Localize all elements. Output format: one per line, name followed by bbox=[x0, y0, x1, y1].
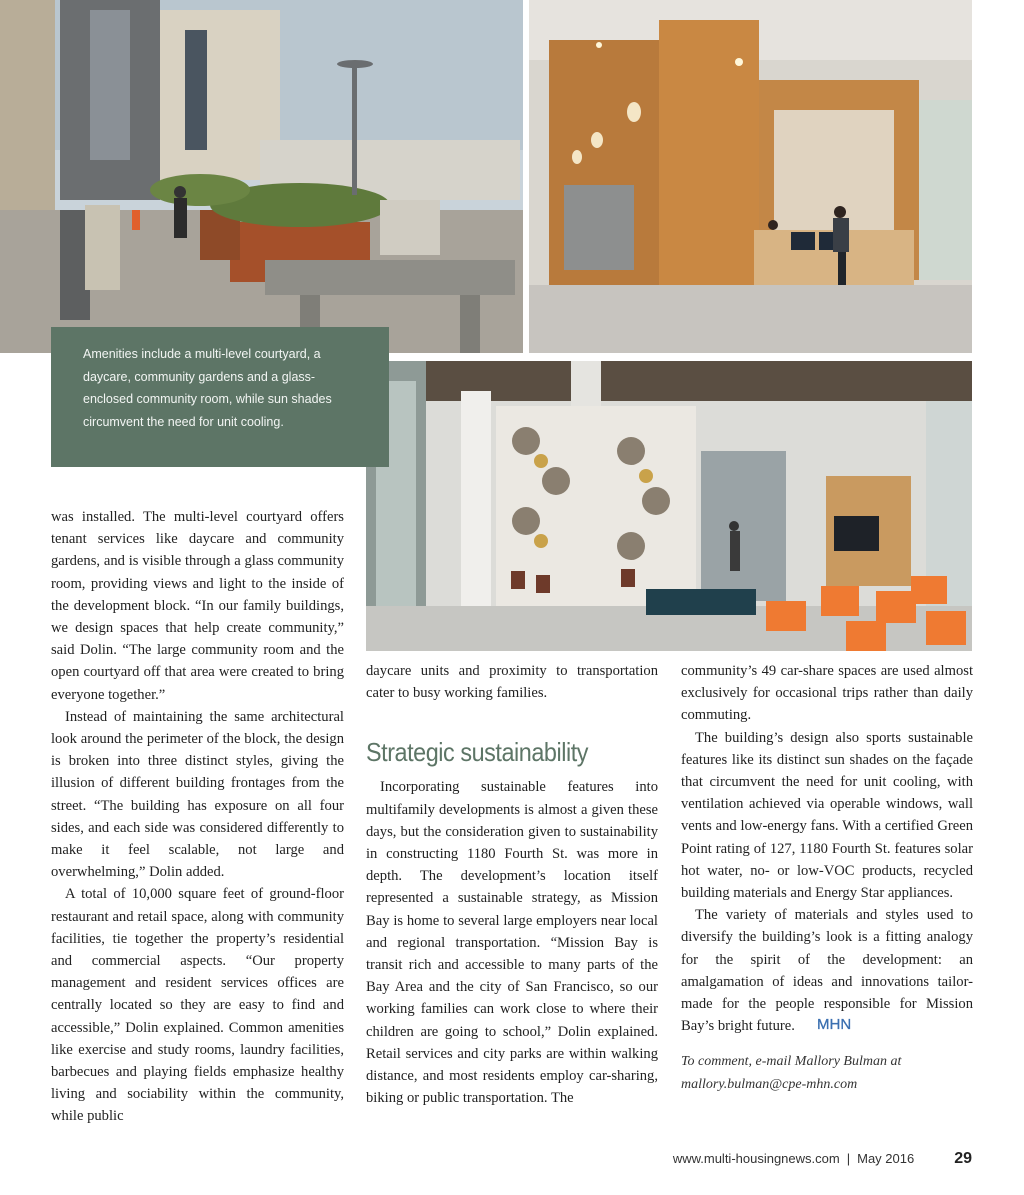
article-column-2 bbox=[366, 660, 658, 1109]
section-heading: Strategic sustainability bbox=[366, 737, 589, 768]
body-paragraph: Incorporating sustainable features into multifamily developments is almost a given these days, but the consideration given to sustainability in constructing 1180 Fourth St. was more in depth. The development’s location itself represented a sustainable strategy, as Mission Bay is home to several large employers near local and regional transportation. “Mission Bay is transit rich and accessible to many parts of the Bay Area and the city of San Francisco, so our working families can work close to where their children are going to school,” Dolin explained. Retail services and city parks are within walking distance, and most residents employ car-sharing, biking or public transportation. The bbox=[366, 779, 658, 1107]
comment-email-link[interactable]: To comment, e-mail Mallory Bulman at mallory.bulman@cpe-mhn.com bbox=[681, 1054, 902, 1092]
footer-issue: May 2016 bbox=[857, 1151, 915, 1166]
body-paragraph: was installed. The multi-level courtyard offers tenant services like daycare and community gardens, and is visible through a glass community room, providing views and light to the inside of the development block. “In our family buildings, we design spaces that help create community,” said Dolin. “The large community room and the open courtyard off that area were created to bring everyone together.” bbox=[51, 509, 344, 703]
article-column-3 bbox=[681, 660, 973, 1096]
body-paragraph: Instead of maintaining the same architectural look around the perimeter of the block, the design is broken into three distinct styles, giving the illusion of different building frontages from the street. “The building has exposure on all four sides, and each side was considered differently to make it feel scalable, not large and overwhelming,” Dolin added. bbox=[51, 708, 344, 881]
caption-text: Amenities include a multi-level courtyard, a daycare, community gardens and a glass-enclosed community room, while sun shades circumvent the need for unit cooling. bbox=[83, 347, 332, 429]
body-paragraph bbox=[681, 904, 973, 1037]
courtyard-photo bbox=[0, 0, 523, 353]
footer-separator: | bbox=[846, 1151, 851, 1166]
body-paragraph: A total of 10,000 square feet of ground-floor restaurant and retail space, along with community facilities, tie together the property’s residential and commercial aspects. “Our property management and resident services offices are centrally located so they are easy to find and accessible,” Dolin explained. Common amenities like exercise and study rooms, laundry facilities, barbecues and playing fields emphasize healthy living and sociability within the community, while public bbox=[51, 886, 344, 1125]
article-column-1 bbox=[51, 506, 344, 1128]
body-paragraph: The building’s design also sports sustainable features like its distinct sun shades on the façade that circumvent the need for unit cooling, with ventilation achieved via operable windows, wall vents and low-energy fans. With a certified Green Point rating of 127, 1180 Fourth St. features solar hot water, no- or low-VOC products, recycled building materials and Energy Star appliances. bbox=[681, 729, 973, 902]
footer-url[interactable]: www.multi-housingnews.com bbox=[672, 1151, 840, 1166]
body-paragraph: community’s 49 car-share spaces are used almost exclusively for occasional trips rather than daily commuting. bbox=[681, 663, 973, 724]
body-paragraph: daycare units and proximity to transportation cater to busy working families. bbox=[366, 663, 658, 702]
community-room-photo bbox=[366, 361, 972, 651]
page-number: 29 bbox=[954, 1150, 972, 1167]
mhn-logo-icon bbox=[803, 1015, 852, 1033]
page-footer bbox=[673, 1150, 972, 1168]
photo-caption bbox=[51, 327, 389, 467]
lobby-reception-photo bbox=[529, 0, 972, 353]
closing-text: The variety of materials and styles used to diversify the building’s look is a fitting analogy for the spirit of the development: an amalgamation of ideas and innovations tailor-made for the people responsible for Mission Bay’s bright future. bbox=[681, 907, 973, 1035]
mhn-logo-text: MHN bbox=[816, 1015, 852, 1033]
